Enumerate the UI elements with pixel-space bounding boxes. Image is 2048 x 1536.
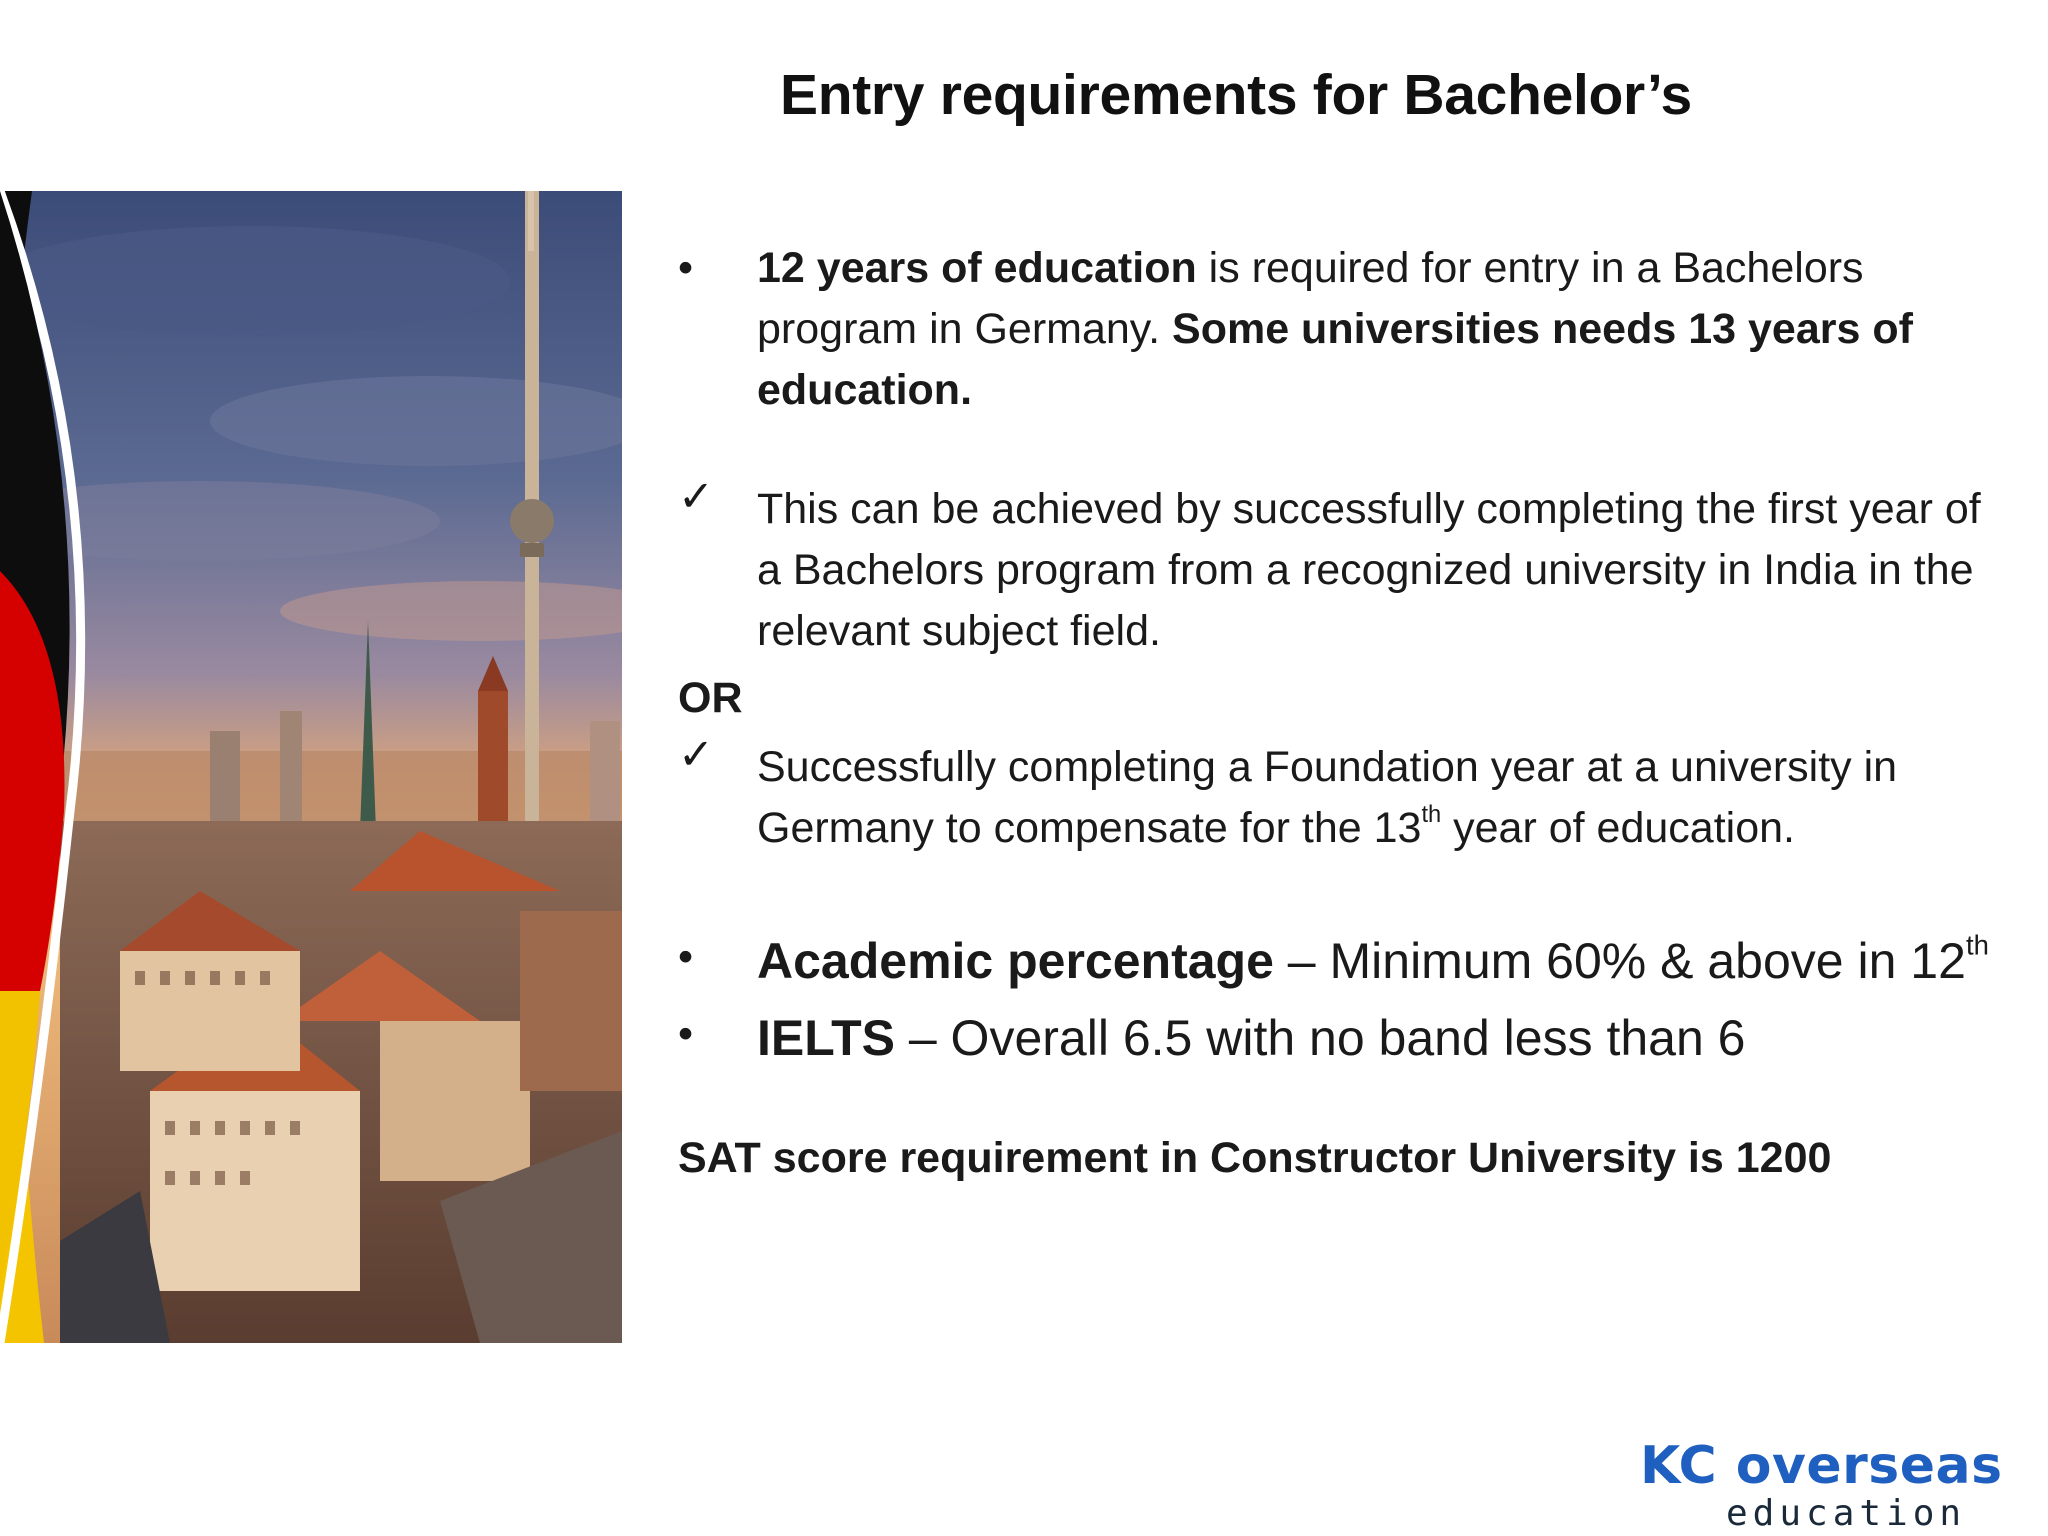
ielts-text: – Overall 6.5 with no band less than 6 (894, 1010, 1746, 1066)
sat-requirement: SAT score requirement in Constructor University is 1200 (678, 1134, 1832, 1182)
education-years-bold: 12 years of education (757, 244, 1197, 292)
bullet: • (678, 244, 694, 292)
academic-percentage-text: – Minimum 60% & above in 12 (1273, 933, 1966, 989)
requirement-ielts (757, 1004, 2007, 1073)
kc-overseas-logo (1640, 1438, 2048, 1536)
foundation-text: Successfully completing a Foundation year at a university in Germany to compensate for the 13 (757, 743, 1898, 852)
check-mark-icon: ✓ (678, 473, 715, 521)
list-item (678, 927, 2008, 996)
slide-title: Entry requirements for Bachelor’s (780, 63, 1692, 127)
check-first-year-option: This can be achieved by successfully completing the first year of a Bachelors program from a recognized university in India in the relevant subject field. (757, 485, 1981, 655)
berlin-skyline-image (0, 191, 622, 1343)
berlin-skyline-illustration (0, 191, 622, 1343)
list-item (678, 1004, 2008, 1073)
superscript-th: th (1421, 801, 1442, 828)
ielts-bold: IELTS (757, 1010, 895, 1066)
academic-percentage-bold: Academic percentage (757, 933, 1274, 989)
thirteen-years-bold: Some universities needs 13 years of education. (757, 305, 1913, 414)
requirement-academic-percentage (757, 927, 2007, 996)
list-item (678, 731, 2008, 859)
superscript-th: th (1965, 929, 1989, 961)
check-mark-icon: ✓ (678, 731, 715, 779)
foundation-text-end: year of education. (1441, 804, 1795, 852)
logo-subtitle: education (1726, 1493, 1967, 1534)
check-foundation-year-option (757, 737, 2007, 859)
list-item (678, 473, 2008, 662)
bullet: • (678, 1010, 694, 1058)
or-label: OR (678, 674, 743, 722)
bullet: • (678, 933, 694, 981)
requirements-list (678, 238, 2008, 1189)
requirement-education-years (757, 238, 2007, 421)
list-item (678, 238, 2008, 421)
education-years-text: is required for entry in a Bachelors program in Germany. (757, 244, 1864, 353)
logo-brand-text: KC overseas (1640, 1436, 2003, 1496)
